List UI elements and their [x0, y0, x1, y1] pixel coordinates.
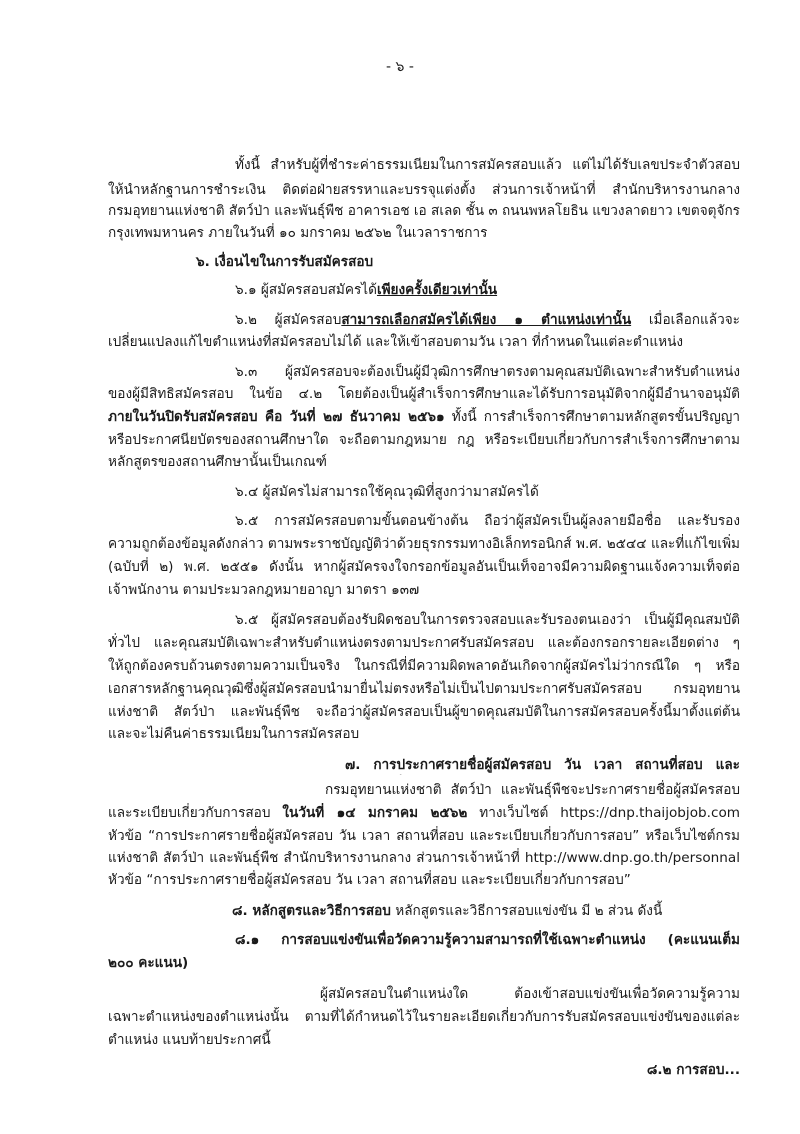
text-segment: หัวข้อ “การประกาศรายชื่อผู้สมัครสอบ วัน เวลา สถานที่สอบ และระเบียบเกี่ยวกับการสอบ” หรือเว็บไซต์กรม — [108, 828, 740, 844]
text-segment: หรือประกาศนียบัตรของสถานศึกษาใด จะถือตามกฎหมาย กฎ หรือระเบียบเกี่ยวกับการสำเร็จการศึกษาตาม — [108, 432, 740, 448]
text-line — [196, 252, 373, 272]
emphasis-bold: ๒๐๐ คะแนน) — [108, 955, 189, 971]
text-segment: เปลี่ยนแปลงแก้ไขตำแหน่งที่สมัครสอบไม่ได้ และให้เข้าสอบตามวัน เวลา ที่กำหนดในแต่ละตำแหน่ง — [108, 334, 683, 350]
text-segment: ๖.๒ ผู้สมัครสอบ — [235, 312, 342, 328]
emphasis-bold: ในวันที่ ๑๔ มกราคม ๒๕๖๒ — [282, 805, 468, 821]
text-segment: ให้นำหลักฐานการชำระเงิน ติดต่อฝ่ายสรรหาและบรรจุแต่งตั้ง ส่วนการเจ้าหน้าที่ สำนักบริหารงานกลาง — [108, 182, 740, 198]
text-line — [108, 724, 359, 744]
text-line — [108, 848, 740, 868]
text-segment: ๖.๔ ผู้สมัครไม่สามารถใช้คุณวุฒิที่สูงกว่ามาสมัครได้ — [235, 484, 539, 500]
text-line — [320, 984, 740, 1004]
text-line — [235, 511, 740, 531]
text-line — [108, 407, 740, 427]
text-line — [108, 557, 740, 577]
text-segment: กรมอุทยานแห่งชาติ สัตว์ป่า และพันธุ์พืช อาคารเอช เอ สเลด ชั้น ๓ ถนนพหลโยธิน แขวงลาดยาว เขตจตุจักร — [108, 203, 740, 219]
text-segment: และจะไม่คืนค่าธรรมเนียมในการสมัครสอบ — [108, 726, 360, 742]
text-line — [108, 384, 740, 404]
text-line — [108, 870, 631, 890]
text-line — [235, 280, 497, 300]
text-line — [108, 633, 740, 653]
text-line — [235, 482, 539, 502]
text-line — [235, 610, 740, 630]
text-segment: ทางเว็บไซต์ https://dnp.thaijobjob.com — [467, 805, 740, 821]
text-segment: เอกสารหลักฐานคุณวุฒิซึ่งผู้สมัครสอบนำมายื่นไม่ตรงหรือไม่เป็นไปตามประกาศรับสมัครสอบ กรมอุทยาน — [108, 681, 740, 697]
text-line — [235, 362, 740, 382]
text-line — [108, 223, 487, 243]
emphasis-bold: ๘. หลักสูตรและวิธีการสอบ — [232, 903, 391, 919]
text-segment: ผู้สมัครสอบในตำแหน่งใด ต้องเข้าสอบแข่งขันเพื่อวัดความรู้ความ — [320, 986, 740, 1002]
text-segment: เจ้าพนักงาน ตามประมวลกฎหมายอาญา มาตรา ๑๓๗ — [108, 582, 420, 598]
text-line — [108, 953, 188, 973]
text-line — [108, 201, 740, 221]
text-segment: (ฉบับที่ ๒) พ.ศ. ๒๕๕๑ ดังนั้น หากผู้สมัครจงใจกรอกข้อมูลอันเป็นเท็จอาจมีความผิดฐานแจ้งความเท็จต่อ — [108, 559, 740, 575]
text-line — [108, 1030, 271, 1050]
text-segment: แห่งชาติ สัตว์ป่า และพันธุ์พืช จะถือว่าผู้สมัครสอบเป็นผู้ขาดคุณสมบัติในการสมัครสอบครั้งนี้มาตั้งแต่ต้น — [108, 704, 740, 720]
text-segment: ให้ถูกต้องครบถ้วนตรงตามความเป็นจริง ในกรณีที่มีความผิดพลาดอันเกิดจากผู้สมัครไม่ว่ากรณีใด ๆ หรือ — [108, 658, 740, 674]
emphasis-bold: ๘.๑ การสอบแข่งขันเพื่อวัดความรู้ความสามารถที่ใช้เฉพาะตำแหน่ง (คะแนนเต็ม — [235, 932, 740, 948]
emphasis-bold: ๗. การประกาศรายชื่อผู้สมัครสอบ วัน เวลา สถานที่สอบ และ — [345, 757, 740, 773]
text-segment: เมื่อเลือกแล้วจะ — [631, 312, 740, 328]
text-line — [108, 180, 740, 200]
text-line — [325, 780, 740, 800]
text-line — [108, 803, 740, 823]
text-segment: ๖.๓ ผู้สมัครสอบจะต้องเป็นผู้มีวุฒิการศึกษาตรงตามคุณสมบัติเฉพาะสำหรับตำแหน่ง — [235, 364, 740, 380]
emphasis-underlined: สามารถเลือกสมัครได้เพียง ๑ ตำแหน่งเท่านั้น — [341, 312, 632, 328]
emphasis-bold: ๘.๒ การสอบ... — [646, 1062, 740, 1078]
text-line — [345, 755, 740, 775]
page-number: - ๖ - — [386, 59, 414, 75]
text-line — [647, 1060, 740, 1080]
text-line — [235, 155, 740, 175]
text-line — [232, 901, 662, 921]
text-line — [108, 702, 740, 722]
text-segment: ๖.๕ ผู้สมัครสอบต้องรับผิดชอบในการตรวจสอบและรับรองตนเองว่า เป็นผู้มีคุณสมบัติ — [235, 612, 740, 628]
text-segment: ๖.๑ ผู้สมัครสอบสมัครได้ — [235, 282, 377, 298]
emphasis-underlined: เพียงครั้งเดียวเท่านั้น — [376, 282, 498, 298]
text-segment: ของผู้มีสิทธิสมัครสอบ ในข้อ ๔.๒ โดยต้องเป็นผู้สำเร็จการศึกษาและได้รับการอนุมัติจากผู้มีอำนาจอนุมัติ — [108, 386, 740, 402]
text-line — [108, 452, 327, 472]
text-line — [108, 826, 740, 846]
text-segment: หัวข้อ “การประกาศรายชื่อผู้สมัครสอบ วัน เวลา สถานที่สอบ และระเบียบเกี่ยวกับการสอบ” — [108, 872, 631, 888]
text-segment: เฉพาะตำแหน่งของตำแหน่งนั้น ตามที่ได้กำหนดไว้ในรายละเอียดเกี่ยวกับการรับสมัครสอบแข่งขันของแต่ละ — [108, 1009, 740, 1025]
emphasis-bold: ภายในวันปิดรับสมัครสอบ คือ วันที่ ๒๗ ธันวาคม ๒๕๖๑ — [108, 409, 445, 425]
text-line — [108, 1007, 740, 1027]
text-segment: หลักสูตรและวิธีการสอบแข่งขัน มี ๒ ส่วน ดังนี้ — [390, 903, 663, 919]
text-segment: ทั่วไป และคุณสมบัติเฉพาะสำหรับตำแหน่งตรงตามประกาศรับสมัครสอบ และต้องกรอกรายละเอียดต่าง ๆ — [108, 635, 740, 651]
text-segment: กรมอุทยานแห่งชาติ สัตว์ป่า และพันธุ์พืชจะประกาศรายชื่อผู้สมัครสอบ — [325, 782, 740, 798]
text-segment: แห่งชาติ สัตว์ป่า และพันธุ์พืช สำนักบริหารงานกลาง ส่วนการเจ้าหน้าที่ http://www.dnp.go.th/personnal — [108, 850, 740, 866]
emphasis-bold: ๖. เงื่อนไขในการรับสมัครสอบ — [196, 254, 374, 270]
text-line — [108, 580, 419, 600]
text-segment: กรุงเทพมหานคร ภายในวันที่ ๑๐ มกราคม ๒๕๖๒ ในเวลาราชการ — [108, 225, 488, 241]
text-line — [108, 332, 683, 352]
text-segment: ความถูกต้องข้อมูลดังกล่าว ตามพระราชบัญญัติว่าด้วยธุรกรรมทางอิเล็กทรอนิกส์ พ.ศ. ๒๕๔๔ และที่แก้ไขเพิ่ม — [108, 536, 740, 552]
text-segment: และระเบียบเกี่ยวกับการสอบ — [108, 805, 283, 821]
text-line — [235, 310, 740, 330]
text-line — [108, 430, 740, 450]
text-segment: ๖.๕ การสมัครสอบตามขั้นตอนข้างต้น ถือว่าผู้สมัครเป็นผู้ลงลายมือชื่อ และรับรอง — [235, 513, 740, 529]
text-segment: ทั้งนี้ การสำเร็จการศึกษาตามหลักสูตรขั้นปริญญา — [451, 409, 740, 425]
text-line — [108, 679, 740, 699]
text-line — [108, 534, 740, 554]
text-line — [235, 930, 740, 950]
text-segment: ทั้งนี้ สำหรับผู้ที่ชำระค่าธรรมเนียมในการสมัครสอบแล้ว แต่ไม่ได้รับเลขประจำตัวสอบ — [235, 157, 740, 173]
text-line — [108, 656, 740, 676]
text-segment: หลักสูตรของสถานศึกษานั้นเป็นเกณฑ์ — [108, 454, 327, 470]
text-segment: ตำแหน่ง แนบท้ายประกาศนี้ — [108, 1032, 271, 1048]
